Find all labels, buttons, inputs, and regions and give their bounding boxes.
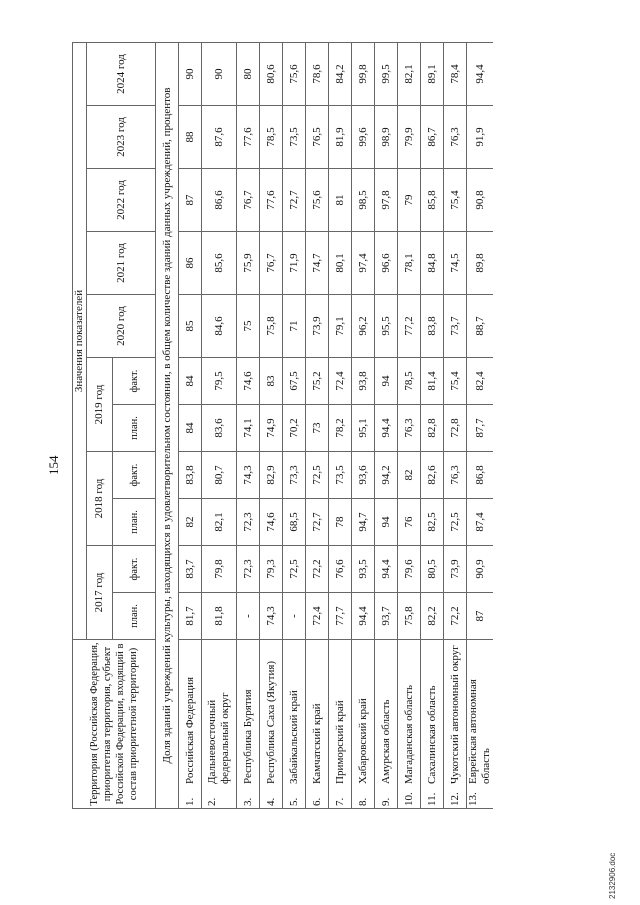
value-cell: 99,6 [352,106,375,169]
value-cell: 88 [179,106,202,169]
value-cell: 82 [179,499,202,546]
value-cell: 75,6 [283,43,306,106]
territory-cell [260,640,283,809]
table-row [467,43,494,809]
value-cell: 74,1 [237,405,260,452]
value-cell: 94,7 [352,499,375,546]
value-cell: 94,4 [375,405,398,452]
table-row [421,43,444,809]
value-cell: 78,2 [329,405,352,452]
territory-name: Приморский край [333,700,346,784]
territory-cell [467,640,494,809]
value-cell: 82,8 [421,405,444,452]
value-cell: 84,8 [421,232,444,295]
territory-name: Камчатский край [310,703,323,784]
value-cell: 84 [179,405,202,452]
table-row [306,43,329,809]
value-cell: 93,8 [352,358,375,405]
value-cell: 82,5 [421,499,444,546]
value-cell: 75,8 [260,295,283,358]
value-cell: 86 [179,232,202,295]
value-cell: 75 [237,295,260,358]
value-cell: 74,9 [260,405,283,452]
value-cell: 72,5 [444,499,467,546]
row-index: 9. [379,797,392,806]
value-cell: 90 [202,43,237,106]
value-cell: 81 [329,169,352,232]
territory-cell [179,640,202,809]
value-cell: 76,5 [306,106,329,169]
territory-name: Забайкальский край [287,690,300,784]
value-cell: 96,2 [352,295,375,358]
value-cell: 87,6 [202,106,237,169]
value-cell: 76,7 [237,169,260,232]
value-cell: 83,8 [179,452,202,499]
value-cell: 94,4 [467,43,494,106]
territory-cell [237,640,260,809]
plan-2019-header: план. [113,405,156,452]
value-cell: 85,6 [202,232,237,295]
value-cell: 93,7 [375,593,398,640]
value-cell: 72,8 [444,405,467,452]
plan-2017-header: план. [113,593,156,640]
value-cell: 73,5 [283,106,306,169]
value-cell: 95,5 [375,295,398,358]
value-cell: 93,6 [352,452,375,499]
territory-name: Магаданская область [402,684,415,784]
value-cell: 91,9 [467,106,494,169]
value-cell: 80,6 [260,43,283,106]
value-cell: 89,8 [467,232,494,295]
value-cell: 83 [260,358,283,405]
value-cell: 94,4 [352,593,375,640]
value-cell: 99,5 [375,43,398,106]
table-row [375,43,398,809]
value-cell: 85 [179,295,202,358]
value-cell: 76,3 [398,405,421,452]
value-cell: 90,8 [467,169,494,232]
value-cell: 86,7 [421,106,444,169]
row-index: 2. [206,797,218,806]
value-cell: 93,5 [352,546,375,593]
value-cell: 72,5 [306,452,329,499]
territory-name: Российская Федерация [183,676,196,784]
value-cell: 94,4 [375,546,398,593]
value-cell: 72,2 [444,593,467,640]
value-cell: 84 [179,358,202,405]
value-cell: 79,5 [202,358,237,405]
value-cell: 86,8 [467,452,494,499]
value-cell: 75,8 [398,593,421,640]
value-cell: 73,5 [329,452,352,499]
value-cell: 75,4 [444,169,467,232]
territory-name: Хабаровский край [356,698,369,784]
value-cell: 82,9 [260,452,283,499]
territory-cell [352,640,375,809]
table-row [260,43,283,809]
row-index: 13. [467,792,479,806]
value-cell: 84,6 [202,295,237,358]
table-row [179,43,202,809]
value-cell: 72,3 [237,546,260,593]
value-cell: 67,5 [283,358,306,405]
year-2021-header: 2021 год [87,232,156,295]
value-cell: 82,6 [421,452,444,499]
territory-name: Республика Саха (Якутия) [264,660,277,784]
value-cell: 72,7 [283,169,306,232]
value-cell: 82,1 [398,43,421,106]
year-2023-header: 2023 год [87,106,156,169]
value-cell: 72,4 [329,358,352,405]
year-2022-header: 2022 год [87,169,156,232]
value-cell: 79,8 [202,546,237,593]
value-cell: 82 [398,452,421,499]
value-cell: 83,8 [421,295,444,358]
row-index: 5. [287,797,300,806]
table-row [283,43,306,809]
value-cell: 77,7 [329,593,352,640]
value-cell: 95,1 [352,405,375,452]
row-index: 3. [241,797,254,806]
value-cell: 73,9 [306,295,329,358]
row-index: 7. [333,797,346,806]
value-cell: 98,9 [375,106,398,169]
value-cell: 78,4 [444,43,467,106]
value-cell: 72,3 [237,499,260,546]
territory-cell [398,640,421,809]
value-cell: 77,6 [260,169,283,232]
value-cell: 90 [179,43,202,106]
year-2020-header: 2020 год [87,295,156,358]
territory-cell [306,640,329,809]
table-row [202,43,237,809]
table-body [156,43,494,809]
territory-cell [421,640,444,809]
territory-name: Амурская область [379,699,392,784]
table-row [329,43,352,809]
fact-2018-header: факт. [113,452,156,499]
year-2024-header: 2024 год [87,43,156,106]
value-cell: 79,9 [398,106,421,169]
values-group-header: Значения показателей [73,43,87,640]
value-cell: 78,1 [398,232,421,295]
value-cell: 72,5 [283,546,306,593]
value-cell: 79,1 [329,295,352,358]
value-cell: 74,3 [237,452,260,499]
value-cell: 85,8 [421,169,444,232]
row-index: 1. [183,797,196,806]
value-cell: 79,3 [260,546,283,593]
territory-name: Республика Бурятия [241,689,254,784]
territory-cell [329,640,352,809]
territory-name: Дальневосточный федеральный округ [206,692,231,784]
value-cell: 80,1 [329,232,352,295]
value-cell: 82,2 [421,593,444,640]
value-cell: 79,6 [398,546,421,593]
value-cell: 83,7 [179,546,202,593]
value-cell: 78,5 [260,106,283,169]
value-cell: 71 [283,295,306,358]
page-number: 154 [46,455,61,475]
value-cell: - [237,593,260,640]
value-cell: 81,7 [179,593,202,640]
row-index: 11. [425,792,438,806]
document-id: 2132906.doc [608,852,617,899]
value-cell: 81,9 [329,106,352,169]
value-cell: 94 [375,499,398,546]
territory-name: Еврейская автономная область [467,679,492,784]
value-cell: 76 [398,499,421,546]
value-cell: 94 [375,358,398,405]
indicators-table [72,42,493,809]
value-cell: 77,6 [237,106,260,169]
value-cell: 75,2 [306,358,329,405]
value-cell: 98,5 [352,169,375,232]
value-cell: 74,3 [260,593,283,640]
value-cell: 87,7 [467,405,494,452]
fact-2019-header: факт. [113,358,156,405]
table-row [352,43,375,809]
value-cell: 76,7 [260,232,283,295]
value-cell: 75,6 [306,169,329,232]
value-cell: 68,5 [283,499,306,546]
value-cell: 87 [179,169,202,232]
value-cell: 76,6 [329,546,352,593]
row-index: 6. [310,797,323,806]
value-cell: 76,3 [444,106,467,169]
row-index: 12. [448,792,461,806]
value-cell: 80,7 [202,452,237,499]
value-cell: 72,7 [306,499,329,546]
territory-cell [202,640,237,809]
value-cell: 79 [398,169,421,232]
value-cell: 97,4 [352,232,375,295]
year-2019-header: 2019 год [87,358,113,452]
value-cell: 71,9 [283,232,306,295]
value-cell: 88,7 [467,295,494,358]
value-cell: 87,4 [467,499,494,546]
value-cell: 80,5 [421,546,444,593]
value-cell: 86,6 [202,169,237,232]
value-cell: 76,3 [444,452,467,499]
value-cell: 74,6 [260,499,283,546]
territory-column-header: Территория (Российская Федерация, приоритетная территория, субъект Российской Федерации, входящий в состав приоритетной территории) [73,640,156,809]
value-cell: 73 [306,405,329,452]
row-index: 10. [402,792,415,806]
fact-2017-header: факт. [113,546,156,593]
value-cell: 80 [237,43,260,106]
value-cell: 72,4 [306,593,329,640]
value-cell: 70,2 [283,405,306,452]
value-cell: 96,6 [375,232,398,295]
value-cell: 77,2 [398,295,421,358]
table-row [237,43,260,809]
value-cell: 75,4 [444,358,467,405]
territory-cell [444,640,467,809]
value-cell: 87 [467,593,494,640]
value-cell: 94,2 [375,452,398,499]
territory-cell [375,640,398,809]
value-cell: 81,4 [421,358,444,405]
value-cell: 78,5 [398,358,421,405]
value-cell: 75,9 [237,232,260,295]
row-index: 8. [356,797,369,806]
value-cell: 97,8 [375,169,398,232]
value-cell: 74,5 [444,232,467,295]
value-cell: 81,8 [202,593,237,640]
value-cell: 73,9 [444,546,467,593]
territory-cell [283,640,306,809]
value-cell: 82,1 [202,499,237,546]
value-cell: 73,3 [283,452,306,499]
plan-2018-header: план. [113,499,156,546]
value-cell: 84,2 [329,43,352,106]
value-cell: - [283,593,306,640]
territory-name: Сахалинская область [425,685,438,784]
value-cell: 74,6 [237,358,260,405]
value-cell: 90,9 [467,546,494,593]
table-row [398,43,421,809]
value-cell: 74,7 [306,232,329,295]
value-cell: 78 [329,499,352,546]
territory-name: Чукотский автономный округ [448,645,461,784]
year-2018-header: 2018 год [87,452,113,546]
section-title: Доля зданий учреждений культуры, находящихся в удовлетворительном состоянии, в общем количестве зданий данных учреждений, процентов [156,43,179,809]
row-index: 4. [264,797,277,806]
value-cell: 72,2 [306,546,329,593]
year-2017-header: 2017 год [87,546,113,640]
value-cell: 82,4 [467,358,494,405]
table-row [444,43,467,809]
value-cell: 99,8 [352,43,375,106]
value-cell: 78,6 [306,43,329,106]
value-cell: 73,7 [444,295,467,358]
value-cell: 89,1 [421,43,444,106]
value-cell: 83,6 [202,405,237,452]
